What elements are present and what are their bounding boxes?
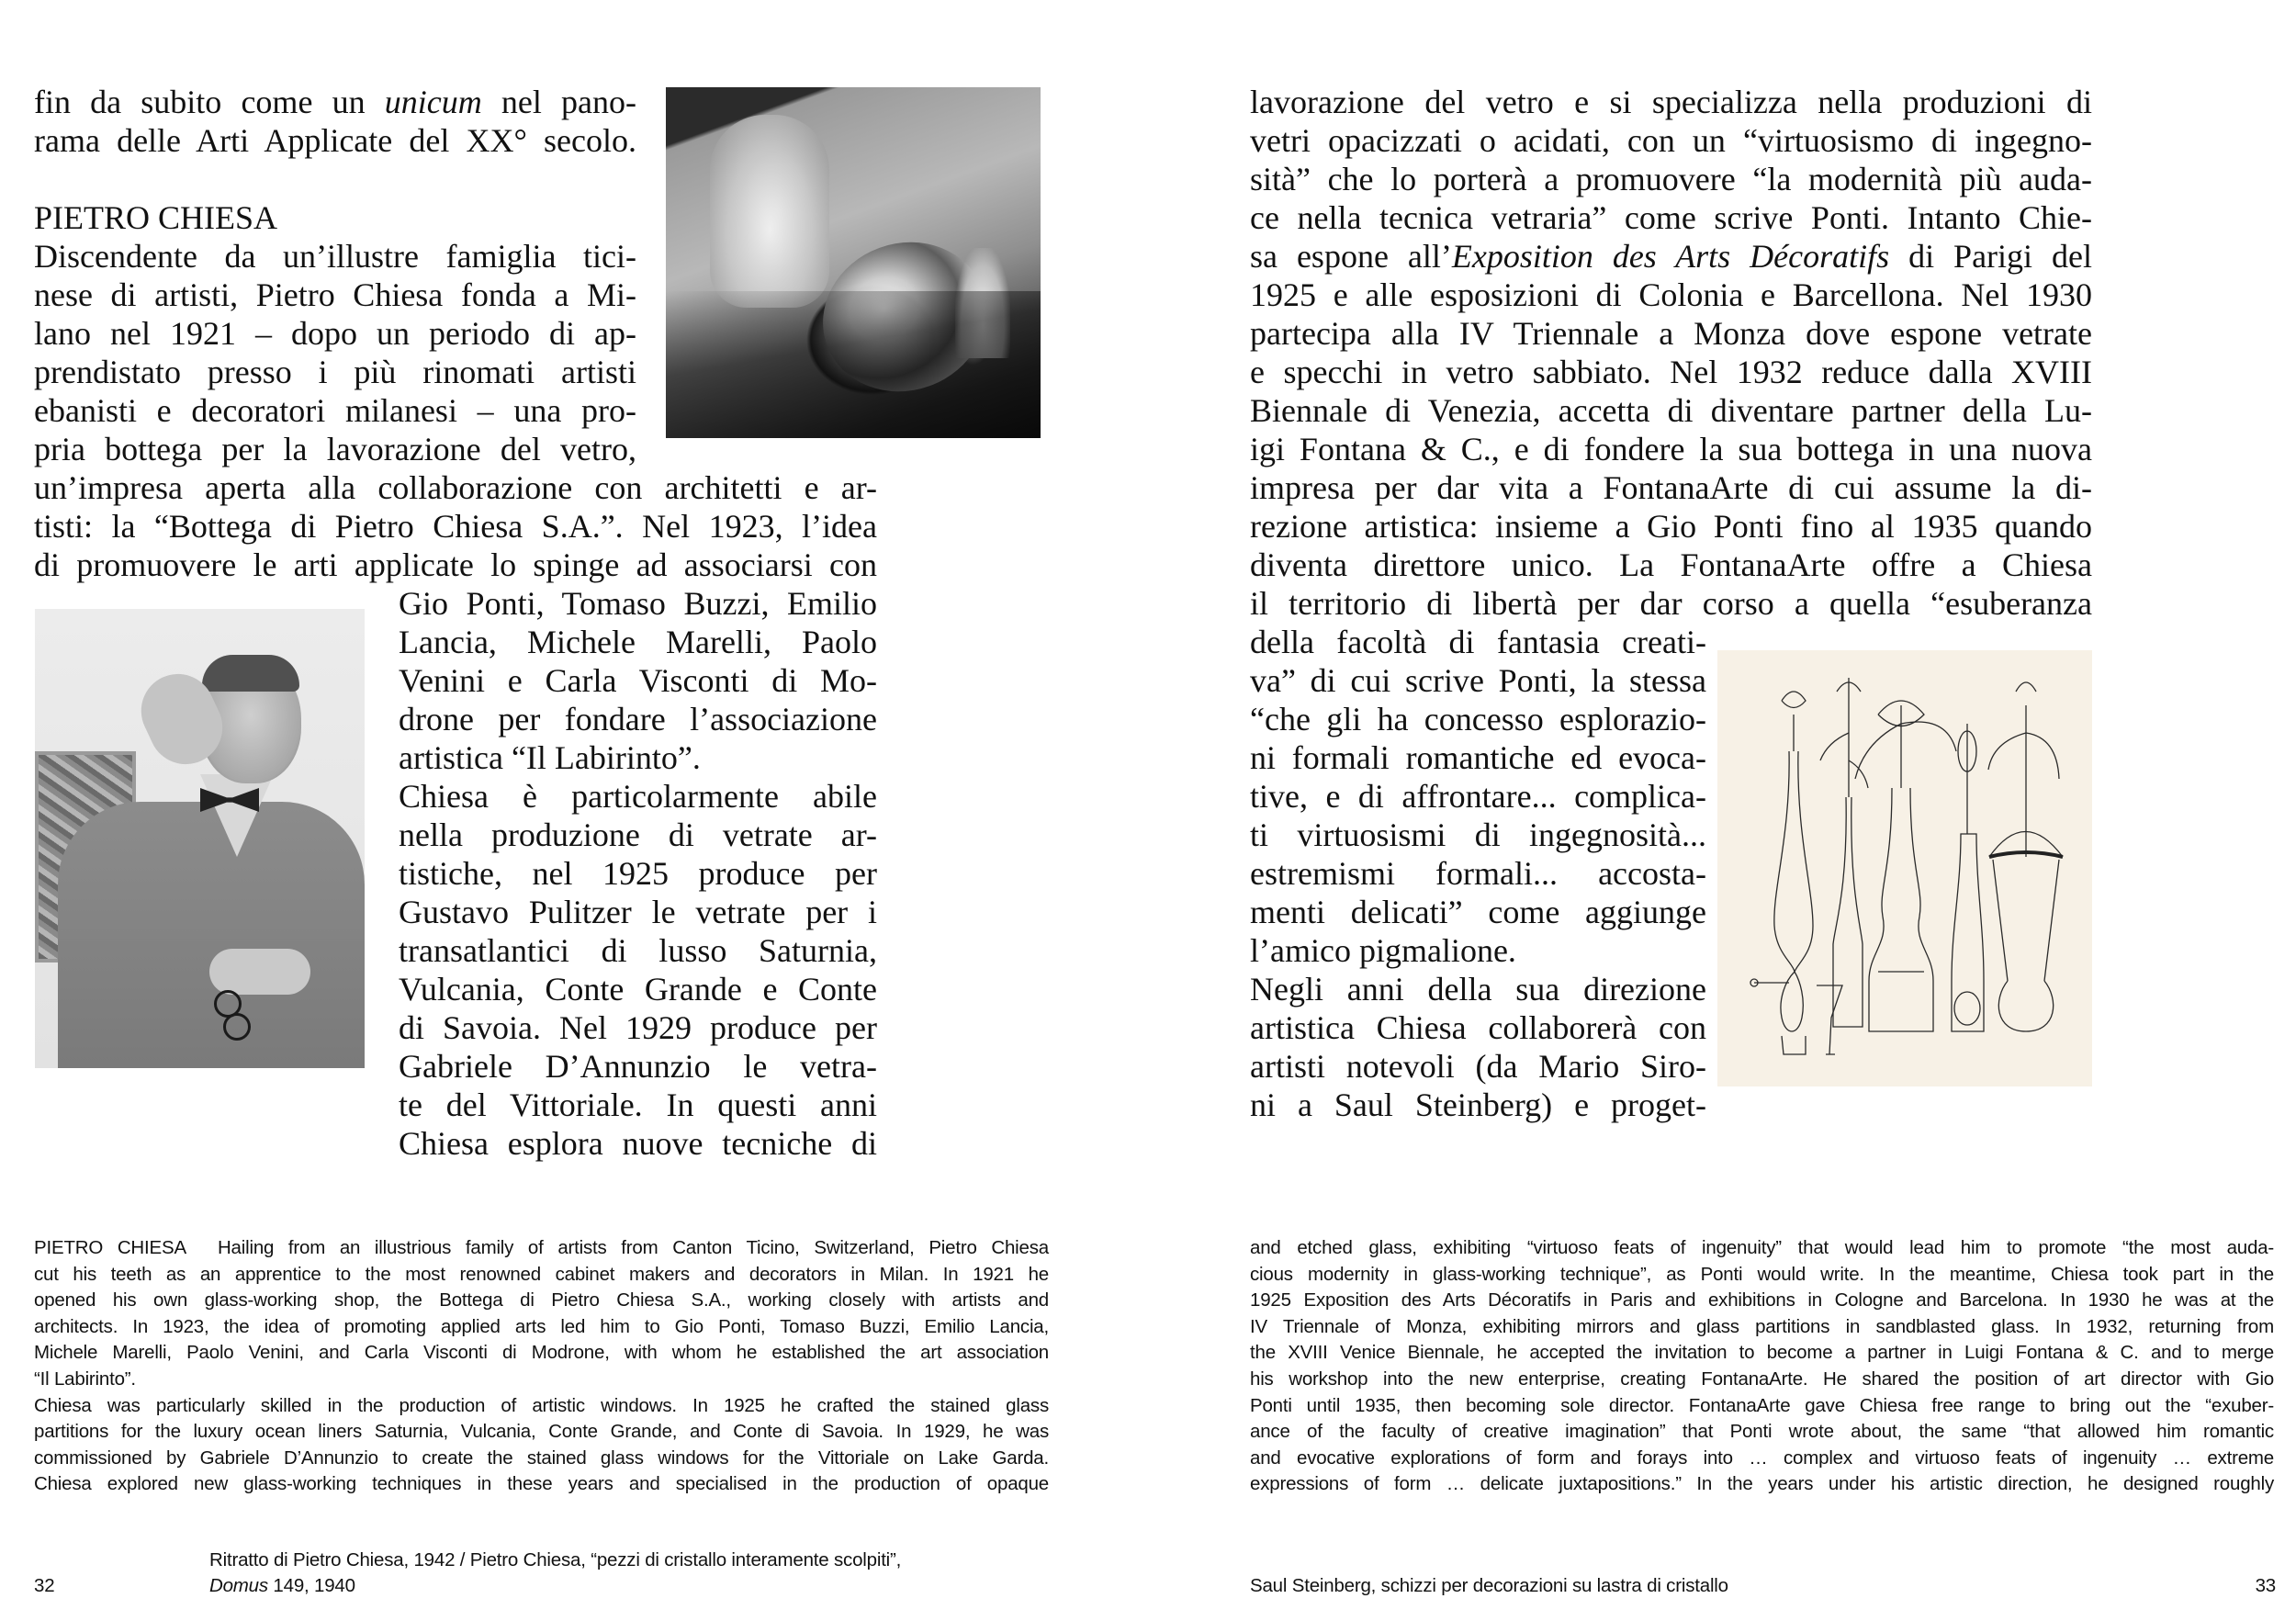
hair-shape	[202, 655, 299, 692]
text-line: “che gli ha concesso esplorazio-	[1250, 701, 1706, 737]
left-figure-caption	[209, 1548, 1054, 1599]
text-line: tistiche, nel 1925 produce per	[399, 855, 877, 892]
page-number-right: 33	[2255, 1575, 2276, 1596]
text-line: va” di cui scrive Ponti, la stessa	[1250, 662, 1706, 699]
section-label: PIETRO CHIESA	[34, 1237, 186, 1258]
eyeglasses-icon	[223, 1013, 251, 1041]
left-english-translation	[34, 1235, 1049, 1498]
text-line: partecipa alla IV Triennale a Monza dove espone vetrate	[1250, 315, 2092, 352]
caption-line: Domus 149, 1940	[209, 1575, 355, 1596]
text-line: Chiesa esplora nuove tecniche di	[399, 1125, 877, 1162]
text-line: partitions for the luxury ocean liners Saturnia, Vulcania, Conte Grande, and Conte di Savoia. In 1929, he was	[34, 1421, 1049, 1443]
text-line: Ponti until 1935, then becoming sole director. FontanaArte gave Chiesa free range to bring out the “exuber-	[1250, 1394, 2274, 1416]
text-line: artistica Chiesa collaborerà con	[1250, 1009, 1706, 1046]
text-line: Venini e Carla Visconti di Mo-	[399, 662, 877, 699]
italic-title: Exposition des Arts Décoratifs	[1451, 238, 1890, 275]
text-line: Biennale di Venezia, accetta di diventare partner della Lu-	[1250, 392, 2092, 429]
right-figure-caption: Saul Steinberg, schizzi per decorazioni su lastra di cristallo	[1250, 1575, 1728, 1596]
text-line: ti virtuosismi di ingegnosità...	[1250, 816, 1706, 853]
text-line: e specchi in vetro sabbiato. Nel 1932 reduce dalla XVIII	[1250, 354, 2092, 390]
text-line: igi Fontana & C., e di fondere la sua bottega in una nuova	[1250, 431, 2092, 467]
text-line: sa espone all’Exposition des Arts Décoratifs di Parigi del	[1250, 238, 2092, 275]
text-line: Chiesa è particolarmente abile	[399, 778, 877, 815]
left-intro-text	[34, 83, 636, 468]
text-line: 1925 Exposition des Arts Décoratifs in Paris and exhibitions in Cologne and Barcelona. In 1930 he was at the	[1250, 1289, 2274, 1311]
lower-hand-shape	[209, 949, 310, 995]
text-line: lavorazione del vetro e si specializza nella produzioni di	[1250, 84, 2092, 120]
section-heading: PIETRO CHIESA	[34, 199, 278, 236]
text-line: rezione artistica: insieme a Gio Ponti fino al 1935 quando	[1250, 508, 2092, 545]
text-line: 1925 e alle esposizioni di Colonia e Barcellona. Nel 1930	[1250, 276, 2092, 313]
text-line: Michele Marelli, Paolo Venini, and Carla Visconti di Modrone, with whom he established the art association	[34, 1342, 1049, 1364]
text-line: vetri opacizzati o acidati, con un “virtuosismo di ingegno-	[1250, 122, 2092, 159]
text-line: PIETRO CHIESA Hailing from an illustrious family of artists from Canton Ticino, Switzerland, Pietro Chiesa	[34, 1237, 1049, 1258]
text-line: ance of the faculty of creative imagination” that Ponti wrote about, the same “that allowed him romantic	[1250, 1421, 2274, 1443]
text-line: Chiesa explored new glass-working techniques in these years and specialised in the production of opaque	[34, 1473, 1049, 1495]
text-line: Negli anni della sua direzione	[1250, 971, 1706, 1007]
caption-line: Ritratto di Pietro Chiesa, 1942 / Pietro Chiesa, “pezzi di cristallo interamente scolpiti”,	[209, 1549, 902, 1570]
text-line: sità” che lo porterà a promuovere “la modernità più auda-	[1250, 161, 2092, 197]
left-inset-text	[399, 584, 877, 1163]
text-line: his workshop into the new enterprise, creating FontanaArte. He shared the position of art director with Gio	[1250, 1368, 2274, 1390]
text-line: di Savoia. Nel 1929 produce per	[399, 1009, 877, 1046]
right-english-translation	[1250, 1235, 2274, 1498]
text-line: expressions of form … delicate juxtapositions.” In the years under his artistic direction, he designed roughly	[1250, 1473, 2274, 1495]
text-line: menti delicati” come aggiunge	[1250, 894, 1706, 930]
text-line: artisti notevoli (da Mario Siro-	[1250, 1048, 1706, 1085]
pietro-chiesa-portrait-photo	[35, 609, 365, 1068]
text-line: transatlantici di lusso Saturnia,	[399, 932, 877, 969]
text-line: lano nel 1921 – dopo un periodo di ap-	[34, 315, 636, 352]
text-line: nese di artisti, Pietro Chiesa fonda a Mi-	[34, 276, 636, 313]
right-inset-text	[1250, 623, 1706, 1124]
glass-hand-sculpture-photo	[666, 87, 1041, 438]
text-line: un’impresa aperta alla collaborazione con architetti e ar-	[34, 469, 877, 506]
italic-term: unicum	[384, 84, 482, 120]
text-line: Gustavo Pulitzer le vetrate per i	[399, 894, 877, 930]
text-line: Vulcania, Conte Grande e Conte	[399, 971, 877, 1007]
text-line: opened his own glass-working shop, the Bottega di Pietro Chiesa S.A., working closely with artists and	[34, 1289, 1049, 1311]
text-line: diventa direttore unico. La FontanaArte offre a Chiesa	[1250, 546, 2092, 583]
blank-line	[34, 160, 636, 198]
text-line: nella produzione di vetrate ar-	[399, 816, 877, 853]
text-line: “Il Labirinto”.	[34, 1368, 136, 1390]
text-line: ni a Saul Steinberg) e proget-	[1250, 1086, 1706, 1123]
text-line: architects. In 1923, the idea of promoting applied arts led him to Gio Ponti, Tomaso Buzzi, Emilio Lancia,	[34, 1315, 1049, 1337]
text-line: rama delle Arti Applicate del XX° secolo.	[34, 122, 636, 159]
text-line: pria bottega per la lavorazione del vetro,	[34, 431, 636, 467]
text-line: l’amico pigmalione.	[1250, 932, 1516, 969]
text-line: impresa per dar vita a FontanaArte di cui assume la di-	[1250, 469, 2092, 506]
text-line: and evocative explorations of form and forays into … complex and virtuoso feats of ingenuity … extreme	[1250, 1447, 2274, 1469]
text-line: ce nella tecnica vetraria” come scrive Ponti. Intanto Chie-	[1250, 199, 2092, 236]
text-line: tive, e di affrontare... complica-	[1250, 778, 1706, 815]
left-full-width-text	[34, 468, 877, 584]
text-line: and etched glass, exhibiting “virtuoso feats of ingenuity” that would lead him to promote “the most auda-	[1250, 1237, 2274, 1258]
text-line: Lancia, Michele Marelli, Paolo	[399, 624, 877, 660]
saul-steinberg-vase-sketches	[1717, 650, 2092, 1086]
text-line: Gio Ponti, Tomaso Buzzi, Emilio	[399, 585, 877, 622]
text-line: estremismi formali... accosta-	[1250, 855, 1706, 892]
vase-drawing-illustration	[1717, 650, 2092, 1086]
text-line: della facoltà di fantasia creati-	[1250, 624, 1706, 660]
text-line: tisti: la “Bottega di Pietro Chiesa S.A.”. Nel 1923, l’idea	[34, 508, 877, 545]
glass-hand-shape	[710, 115, 829, 308]
right-full-width-text	[1250, 83, 2092, 623]
text-line: ni formali romantiche ed evoca-	[1250, 739, 1706, 776]
text-line: di promuovere le arti applicate lo spinge ad associarsi con	[34, 546, 877, 583]
text-line: cut his teeth as an apprentice to the most renowned cabinet makers and decorators in Milan. In 1921 he	[34, 1263, 1049, 1285]
text-line: te del Vittoriale. In questi anni	[399, 1086, 877, 1123]
text-line: ebanisti e decoratori milanesi – una pro-	[34, 392, 636, 429]
text-line: the XVIII Venice Biennale, he accepted the invitation to become a partner in Luigi Fontana & C. and to merge	[1250, 1342, 2274, 1364]
text-line: Gabriele D’Annunzio le vetra-	[399, 1048, 877, 1085]
page-number-left: 32	[34, 1575, 55, 1596]
text-line: fin da subito come un unicum nel pano-	[34, 84, 636, 120]
suit-shape	[58, 802, 365, 1068]
text-line: prendistato presso i più rinomati artisti	[34, 354, 636, 390]
text-line: Discendente da un’illustre famiglia tici-	[34, 238, 636, 275]
text-line: cious modernity in glass-working technique”, as Ponti would write. In the meantime, Chiesa took part in the	[1250, 1263, 2274, 1285]
text-line: commissioned by Gabriele D’Annunzio to create the stained glass windows for the Vittoriale on Lake Garda.	[34, 1447, 1049, 1469]
text-line: IV Triennale of Monza, exhibiting mirrors and glass partitions in sandblasted glass. In 1932, returning from	[1250, 1315, 2274, 1337]
photo-shadow	[666, 291, 1041, 438]
text-line: drone per fondare l’associazione	[399, 701, 877, 737]
text-line: Chiesa was particularly skilled in the production of artistic windows. In 1925 he crafted the stained glass	[34, 1394, 1049, 1416]
text-line: artistica “Il Labirinto”.	[399, 739, 701, 776]
text-line: il territorio di libertà per dar corso a quella “esuberanza	[1250, 585, 2092, 622]
